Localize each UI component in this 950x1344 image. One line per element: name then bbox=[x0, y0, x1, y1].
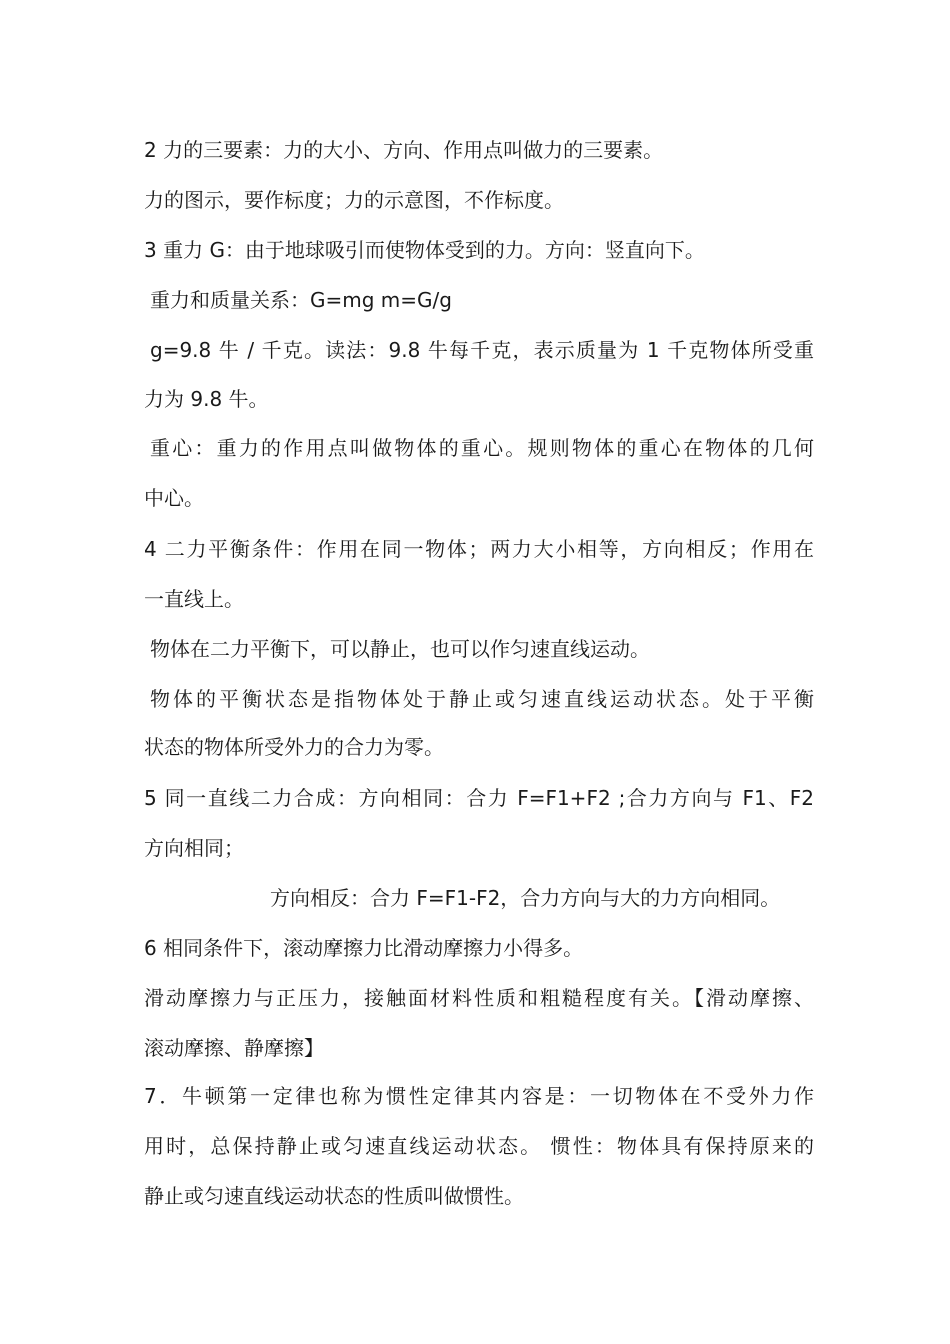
g-value-line-1: g=9.8 牛 / 千克。读法：9.8 牛每千克，表示质量为 1 千克物体所受重 bbox=[150, 338, 814, 362]
point-4-equilibrium-line-2: 一直线上。 bbox=[144, 587, 244, 611]
point-7-newton-first-law-line-2: 用时，总保持静止或匀速直线运动状态。 惯性：物体具有保持原来的 bbox=[144, 1134, 814, 1158]
center-of-gravity-line-2: 中心。 bbox=[144, 486, 204, 510]
point-7-newton-first-law-line-1: 7．牛顿第一定律也称为惯性定律其内容是：一切物体在不受外力作 bbox=[144, 1084, 814, 1108]
g-value-line-2: 力为 9.8 牛。 bbox=[144, 387, 269, 411]
point-3-gravity: 3 重力 G：由于地球吸引而使物体受到的力。方向：竖直向下。 bbox=[144, 238, 705, 262]
point-5-force-composition-line-2: 方向相同； bbox=[144, 836, 244, 860]
point-6-rolling-friction: 6 相同条件下，滚动摩擦力比滑动摩擦力小得多。 bbox=[144, 936, 584, 960]
sliding-friction-line-2: 滚动摩擦、静摩擦】 bbox=[144, 1036, 324, 1060]
sliding-friction-line-1: 滑动摩擦力与正压力，接触面材料性质和粗糙程度有关。【滑动摩擦、 bbox=[144, 986, 814, 1010]
equilibrium-motion-note: 物体在二力平衡下，可以静止，也可以作匀速直线运动。 bbox=[150, 637, 650, 661]
point-4-equilibrium-line-1: 4 二力平衡条件：作用在同一物体；两力大小相等，方向相反；作用在 bbox=[144, 537, 814, 561]
point-2-force-elements: 2 力的三要素：力的大小、方向、作用点叫做力的三要素。 bbox=[144, 138, 664, 162]
force-diagram-note: 力的图示，要作标度；力的示意图，不作标度。 bbox=[144, 188, 564, 212]
gravity-mass-relation: 重力和质量关系：G=mg m=G/g bbox=[150, 288, 452, 312]
equilibrium-state-line-1: 物体的平衡状态是指物体处于静止或匀速直线运动状态。处于平衡 bbox=[150, 687, 814, 711]
equilibrium-state-line-2: 状态的物体所受外力的合力为零。 bbox=[144, 735, 444, 759]
point-5-force-composition-line-1: 5 同一直线二力合成：方向相同：合力 F=F1+F2 ;合力方向与 F1、F2 bbox=[144, 786, 814, 810]
center-of-gravity-line-1: 重心：重力的作用点叫做物体的重心。规则物体的重心在物体的几何 bbox=[150, 436, 814, 460]
point-7-newton-first-law-line-3: 静止或匀速直线运动状态的性质叫做惯性。 bbox=[144, 1184, 524, 1208]
opposite-direction-composition: 方向相反：合力 F=F1-F2，合力方向与大的力方向相同。 bbox=[270, 886, 781, 910]
